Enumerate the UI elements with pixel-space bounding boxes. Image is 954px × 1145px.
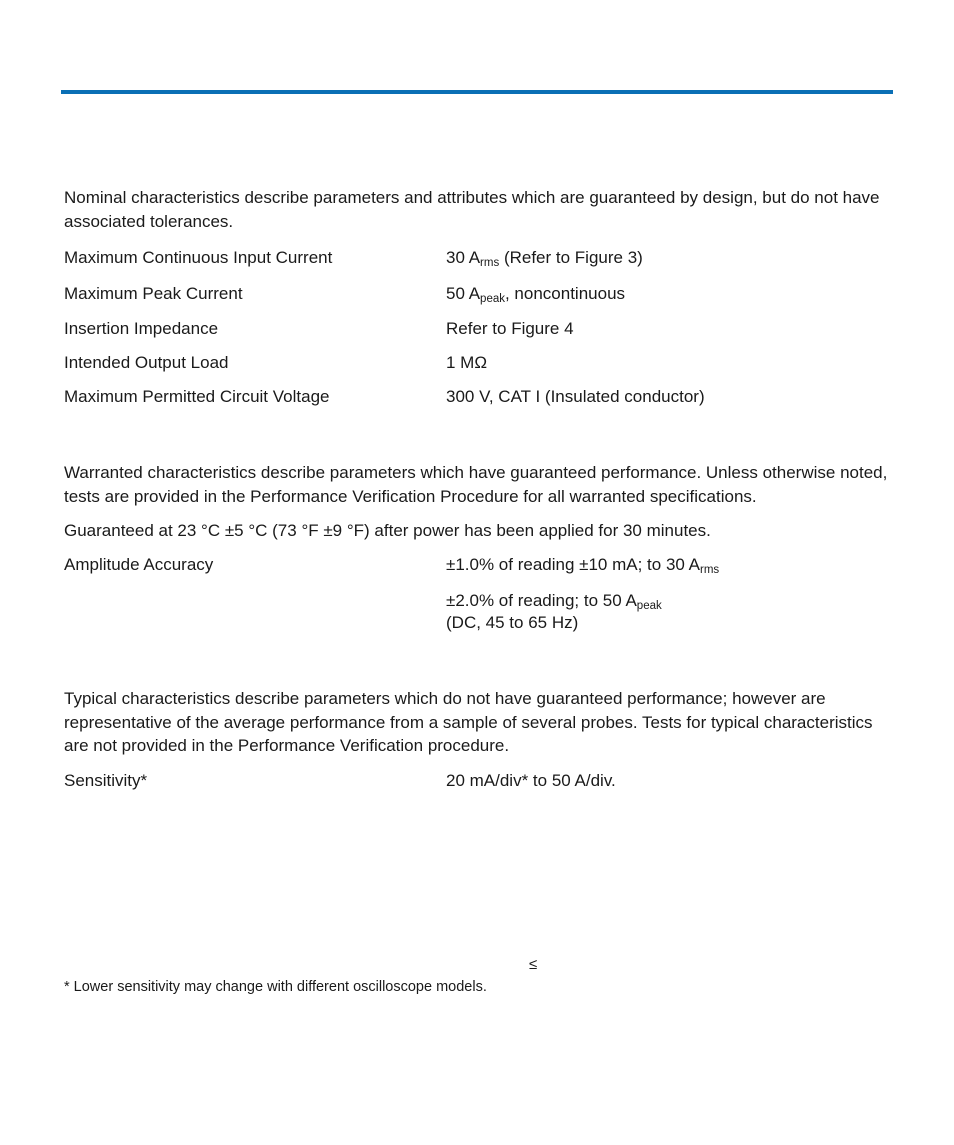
spec-value-amplitude-accuracy-2: ±2.0% of reading; to 50 $A_{peak}$ [446, 591, 662, 612]
spec-label-max-peak-current: Maximum Peak Current [64, 284, 243, 303]
footnote: * Lower sensitivity may change with different oscilloscope models. [64, 979, 487, 995]
spec-label-insertion-impedance: Insertion Impedance [64, 319, 219, 338]
header-rule [61, 90, 893, 94]
spec-value-amplitude-accuracy-3: (DC, 45 to 65 Hz) [446, 613, 579, 632]
nominal-intro: Nominal characteristics describe parameters and attributes which are guaranteed by design, but do not have associated tolerances. [64, 188, 880, 231]
less-or-equal-symbol: ≤ [529, 956, 538, 973]
warranted-condition: Guaranteed at 23 °C ±5 °C (73 °F ±9 °F) after power has been applied for 30 minutes. [64, 521, 711, 540]
typical-intro: Typical characteristics describe parameters which do not have guaranteed performance; however are representative of the average performance from a sample of several probes. Tests for typical characteristics are not provided in the Performance Verification procedure. [64, 689, 873, 755]
spec-value-amplitude-accuracy-1: ±1.0% of reading ±10 mA; to 30 $A_{rms}$ [446, 555, 720, 576]
spec-label-circuit-voltage: Maximum Permitted Circuit Voltage [64, 387, 330, 406]
warranted-intro: Warranted characteristics describe parameters which have guaranteed performance. Unless otherwise noted, tests are provided in the Performance Verification Procedure for all warranted specifications. [64, 463, 888, 506]
spec-value-output-load: 1 MΩ [446, 353, 488, 372]
spec-label-max-continuous-current: Maximum Continuous Input Current [64, 248, 333, 267]
spec-label-amplitude-accuracy: Amplitude Accuracy [64, 555, 214, 574]
spec-value-insertion-impedance: Refer to Figure 4 [446, 319, 574, 338]
spec-value-max-continuous-current: 30 $A_{rms}$ (Refer to Figure 3) [446, 248, 643, 269]
spec-label-output-load: Intended Output Load [64, 353, 229, 372]
spec-value-max-peak-current: 50 $A_{peak}$, noncontinuous [446, 284, 626, 305]
spec-value-circuit-voltage: 300 V, CAT I (Insulated conductor) [446, 387, 705, 406]
spec-label-sensitivity: Sensitivity* [64, 771, 148, 790]
spec-value-sensitivity: 20 mA/div* to 50 A/div. [446, 771, 616, 790]
